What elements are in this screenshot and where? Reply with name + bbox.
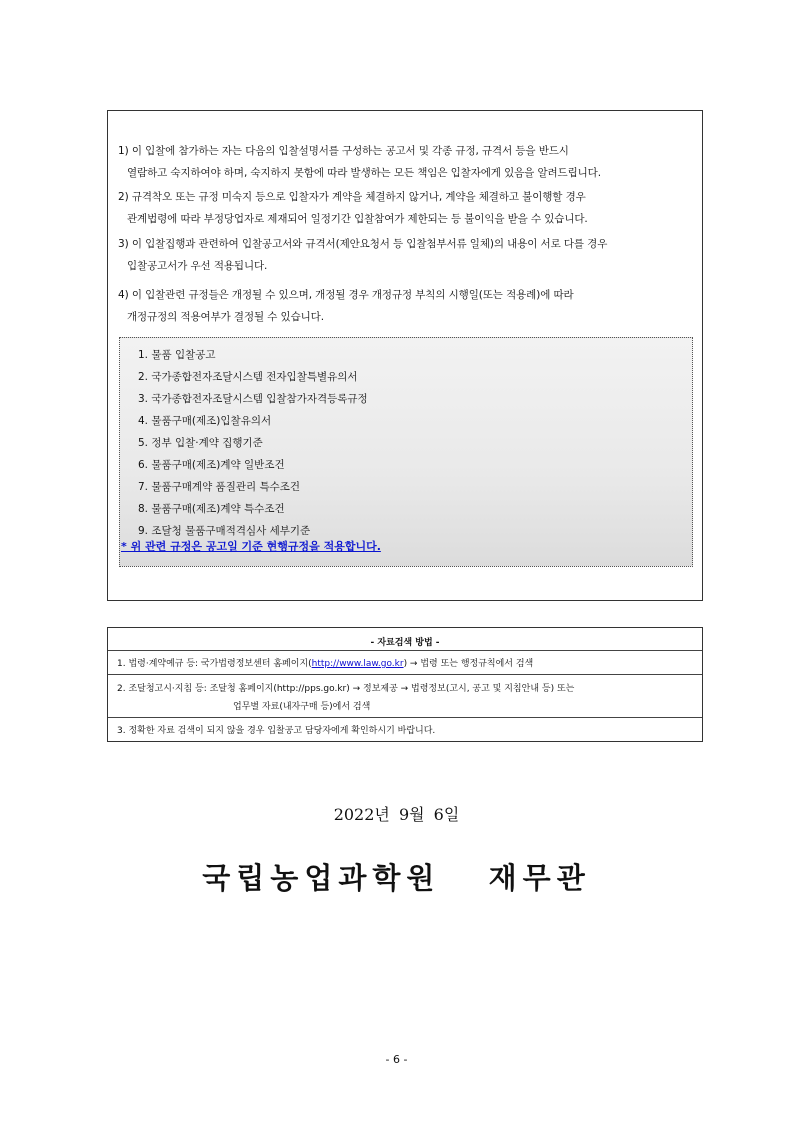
search-item-3: 3. 정확한 자료 검색이 되지 않을 경우 입찰공고 담당자에게 확인하시기 바랍니다. xyxy=(117,726,436,736)
notice-line: 개정규정의 적용여부가 결정될 수 있습니다. xyxy=(127,311,324,323)
rule-item: 7. 물품구매계약 품질관리 특수조건 xyxy=(138,481,301,493)
divider xyxy=(108,674,702,675)
notice-line: 열람하고 숙지하여야 하며, 숙지하지 못함에 따라 발생하는 모든 책임은 입찰자에게 있음을 알려드립니다. xyxy=(127,167,601,179)
rules-note: * 위 관련 규정은 공고일 기준 현행규정을 적용합니다. xyxy=(121,540,381,553)
law-site-link[interactable]: http://www.law.go.kr xyxy=(311,659,404,669)
search-item-text: 2. 조달청고시·지침 등: 조달청 홈페이지(http://pps.go.kr) → 정보제공 → 법령정보(고시, 공고 및 지침안내 등) 또는 xyxy=(117,684,575,694)
rule-item: 1. 물품 입찰공고 xyxy=(138,349,216,361)
search-method-box xyxy=(107,627,703,742)
document-date: 2022년 9월 6일 xyxy=(333,805,460,824)
rules-list xyxy=(138,344,368,542)
notice-line: 4) 이 입찰관련 규정들은 개정될 수 있으며, 개정될 경우 개정규정 부칙의 시행일(또는 적용례)에 따라 xyxy=(118,289,574,301)
search-item-text: 1. 법령·계약예규 등: 국가법령정보센터 홈페이지( xyxy=(117,659,312,669)
rule-item: 6. 물품구매(제조)계약 일반조건 xyxy=(138,459,285,471)
divider xyxy=(108,717,702,718)
notice-line: 3) 이 입찰집행과 관련하여 입찰공고서와 규격서(제안요청서 등 입찰첨부서류 일체)의 내용이 서로 다를 경우 xyxy=(118,238,608,250)
notice-line: 2) 규격착오 또는 규정 미숙지 등으로 입찰자가 계약을 체결하지 않거나, 계약을 체결하고 불이행할 경우 xyxy=(118,191,586,203)
rule-item: 4. 물품구매(제조)입찰유의서 xyxy=(138,415,272,427)
notice-item-4 xyxy=(118,284,694,328)
search-item-2 xyxy=(117,681,574,712)
notice-line: 1) 이 입찰에 참가하는 자는 다음의 입찰설명서를 구성하는 공고서 및 각종 규정, 규격서 등을 반드시 xyxy=(118,145,569,157)
rule-item: 9. 조달청 물품구매적격심사 세부기준 xyxy=(138,525,311,537)
notice-line: 관계법령에 따라 부정당업자로 제재되어 일정기간 입찰참여가 제한되는 등 불이익을 받을 수 있습니다. xyxy=(127,213,588,225)
rules-list-box xyxy=(119,337,693,567)
notice-box xyxy=(107,110,703,601)
rule-item: 3. 국가종합전자조달시스템 입찰참가자격등록규정 xyxy=(138,393,368,405)
search-item-text: 업무별 자료(내자구매 등)에서 검색 xyxy=(233,702,371,712)
search-method-title: - 자료검색 방법 - xyxy=(370,638,440,648)
notice-item-3 xyxy=(118,233,694,277)
search-item-text: ) → 법령 또는 행정규칙에서 검색 xyxy=(403,659,534,669)
notice-item-2 xyxy=(118,186,694,230)
search-item-1 xyxy=(117,656,533,669)
rule-item: 2. 국가종합전자조달시스템 전자입찰특별유의서 xyxy=(138,371,358,383)
rule-item: 8. 물품구매(제조)계약 특수조건 xyxy=(138,503,285,515)
notice-line: 입찰공고서가 우선 적용됩니다. xyxy=(127,260,268,272)
issuer-signature: 국립농업과학원 재무관 xyxy=(202,861,591,895)
notice-item-1 xyxy=(118,140,694,184)
rule-item: 5. 정부 입찰·계약 집행기준 xyxy=(138,437,263,449)
divider xyxy=(108,650,702,651)
page-number: - 6 - xyxy=(385,1053,408,1066)
